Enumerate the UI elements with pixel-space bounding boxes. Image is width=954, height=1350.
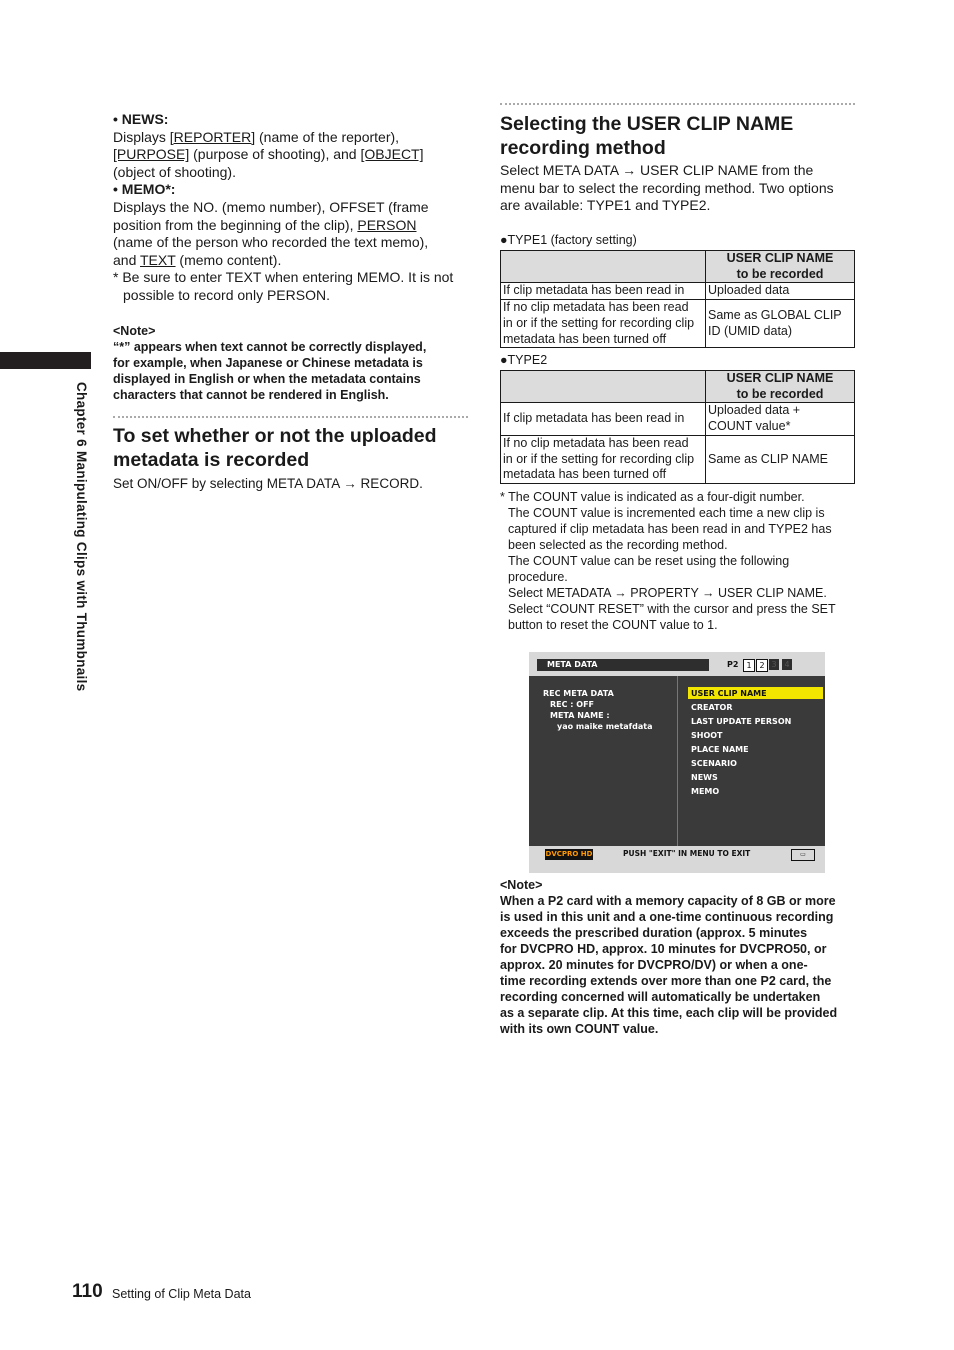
left-note xyxy=(113,323,473,403)
intro-line-2: menu bar to select the recording method. Two options xyxy=(500,179,834,196)
type2-label: ●TYPE2 xyxy=(500,353,548,367)
type1-header-blank xyxy=(501,251,706,283)
type1-row-1 xyxy=(501,283,855,300)
menu-item-user-clip-name[interactable]: USER CLIP NAME xyxy=(691,689,767,698)
rec-off-label: REC : OFF xyxy=(550,700,594,709)
news-line-2: [PURPOSE] (purpose of shooting), and [OBJECT] xyxy=(113,146,424,163)
meta-name-value: yao maike metafdata xyxy=(557,722,653,731)
selecting-heading xyxy=(500,112,860,160)
menu-item-news[interactable]: NEWS xyxy=(691,773,718,782)
selecting-intro xyxy=(500,162,860,215)
memo-line-2: position from the beginning of the clip), PERSON xyxy=(113,216,417,233)
menu-item-memo[interactable]: MEMO xyxy=(691,787,720,796)
selecting-heading-line-1: Selecting the USER CLIP NAME xyxy=(500,113,794,135)
purpose-link: [PURPOSE] xyxy=(113,146,190,163)
left-note-line-3: displayed in English or when the metadata contains xyxy=(113,372,421,386)
type2-row-1 xyxy=(501,403,855,435)
type2-row-2 xyxy=(501,435,855,483)
right-note: <Note> When a P2 card with a memory capacity of 8 GB or more is used in this unit and a one-time continuous recording exceeds the prescribed duration (approx. 5 minutes for DVCPRO HD, approx. 10 minutes for DVCPRO50, or approx. 20 minutes for DVCPRO/DV) or when a one- time recording extends over more than one P2 card, the recording concerned will automatically be undertaken as a separate clip. At this time, each clip will be provided with its own COUNT value. xyxy=(500,877,860,1037)
screen-divider xyxy=(677,676,678,846)
left-note-line-2: for example, when Japanese or Chinese metadata is xyxy=(113,356,423,370)
right-note-heading: <Note> xyxy=(500,878,543,892)
menu-item-shoot[interactable]: SHOOT xyxy=(691,731,723,740)
news-line-3: (object of shooting). xyxy=(113,163,236,180)
type1-row-1-condition: If clip metadata has been read in xyxy=(501,283,706,300)
page-number: 110 xyxy=(72,1281,103,1302)
divider-right xyxy=(500,103,855,105)
slot-4: 4 xyxy=(782,659,792,670)
meta-data-menu-screen xyxy=(529,652,825,873)
memo-line-1: Displays the NO. (memo number), OFFSET (frame xyxy=(113,198,429,215)
menu-item-creator[interactable]: CREATOR xyxy=(691,703,733,712)
type1-row-2 xyxy=(501,300,855,348)
divider-left xyxy=(113,416,468,418)
chapter-tab-bar xyxy=(0,352,91,369)
count-fn-line-1: * The COUNT value is indicated as a four-digit number. xyxy=(500,490,805,504)
type1-label: ●TYPE1 (factory setting) xyxy=(500,233,637,247)
type2-header-col: USER CLIP NAME to be recorded xyxy=(706,371,855,403)
object-link: [OBJECT] xyxy=(360,146,424,163)
screen-title: META DATA xyxy=(537,659,709,671)
news-heading: • NEWS: xyxy=(113,111,169,127)
chapter-title: Chapter 6 Manipulating Clips with Thumbnails xyxy=(74,382,89,692)
intro-line-1: Select META DATA → USER CLIP NAME from the xyxy=(500,162,814,178)
text-link: TEXT xyxy=(140,251,176,268)
count-fn-body: The COUNT value is incremented each time a new clip is captured if clip metadata has been read in and TYPE2 has been selected as the recording method. The COUNT value can be reset using the following procedure. Select METADATA → PROPERTY → USER CLIP NAME. Select “COUNT RESET” with the cursor and press the SET button to reset the COUNT value to 1. xyxy=(508,506,836,632)
memo-footnote-1: * Be sure to enter TEXT when entering MEMO. It is not xyxy=(113,269,454,286)
type1-table xyxy=(500,250,855,348)
news-line-1: Displays [REPORTER] (name of the reporter), xyxy=(113,128,400,145)
count-footnote xyxy=(500,489,860,633)
type2-header-blank xyxy=(501,371,706,403)
menu-item-scenario[interactable]: SCENARIO xyxy=(691,759,737,768)
slot-1: 1 xyxy=(743,659,755,672)
left-note-line-4: characters that cannot be rendered in English. xyxy=(113,388,389,402)
menu-item-place-name[interactable]: PLACE NAME xyxy=(691,745,749,754)
memo-footnote-2: possible to record only PERSON. xyxy=(123,286,330,303)
memo-line-4: and TEXT (memo content). xyxy=(113,251,282,268)
menu-item-last-update-person[interactable]: LAST UPDATE PERSON xyxy=(691,717,792,726)
left-note-line-1: “*” appears when text cannot be correctly displayed, xyxy=(113,340,427,354)
type2-row-1-value: Uploaded data + COUNT value* xyxy=(706,403,855,435)
battery-icon: ▭ xyxy=(791,849,815,861)
reporter-link: [REPORTER] xyxy=(169,128,256,145)
upload-text: Set ON/OFF by selecting META DATA → RECORD. xyxy=(113,476,423,491)
dvcpro-hd-logo: DVCPRO HD xyxy=(545,850,593,858)
type1-header-row xyxy=(501,251,855,283)
type1-row-2-condition: If no clip metadata has been read in or if the setting for recording clip metadata has been turned off xyxy=(501,300,706,348)
slot-2: 2 xyxy=(756,659,768,672)
upload-heading-line-2: metadata is recorded xyxy=(113,449,310,471)
slot-3: 3 xyxy=(769,659,779,670)
type2-row-1-condition: If clip metadata has been read in xyxy=(501,403,706,435)
type2-row-2-condition: If no clip metadata has been read in or if the setting for recording clip metadata has been turned off xyxy=(501,435,706,483)
footer-section: Setting of Clip Meta Data xyxy=(112,1287,251,1301)
type1-row-2-value: Same as GLOBAL CLIP ID (UMID data) xyxy=(706,300,855,348)
p2-label: P2 xyxy=(727,660,739,669)
upload-heading-line-1: To set whether or not the uploaded xyxy=(113,425,437,447)
meta-name-label: META NAME : xyxy=(550,711,610,720)
type2-row-2-value: Same as CLIP NAME xyxy=(706,435,855,483)
type1-header-col: USER CLIP NAME to be recorded xyxy=(706,251,855,283)
type1-row-1-value: Uploaded data xyxy=(706,283,855,300)
type2-header-row xyxy=(501,371,855,403)
upload-heading xyxy=(113,424,473,472)
memo-heading: • MEMO*: xyxy=(113,181,176,198)
left-note-heading: <Note> xyxy=(113,324,156,338)
news-section xyxy=(113,111,473,305)
intro-line-3: are available: TYPE1 and TYPE2. xyxy=(500,197,711,214)
type2-table xyxy=(500,370,855,484)
exit-hint: PUSH "EXIT" IN MENU TO EXIT xyxy=(623,849,751,858)
selecting-heading-line-2: recording method xyxy=(500,137,666,159)
memo-line-3: (name of the person who recorded the text memo), xyxy=(113,234,429,251)
person-link: PERSON xyxy=(357,216,417,233)
rec-meta-data-label: REC META DATA xyxy=(543,689,614,698)
